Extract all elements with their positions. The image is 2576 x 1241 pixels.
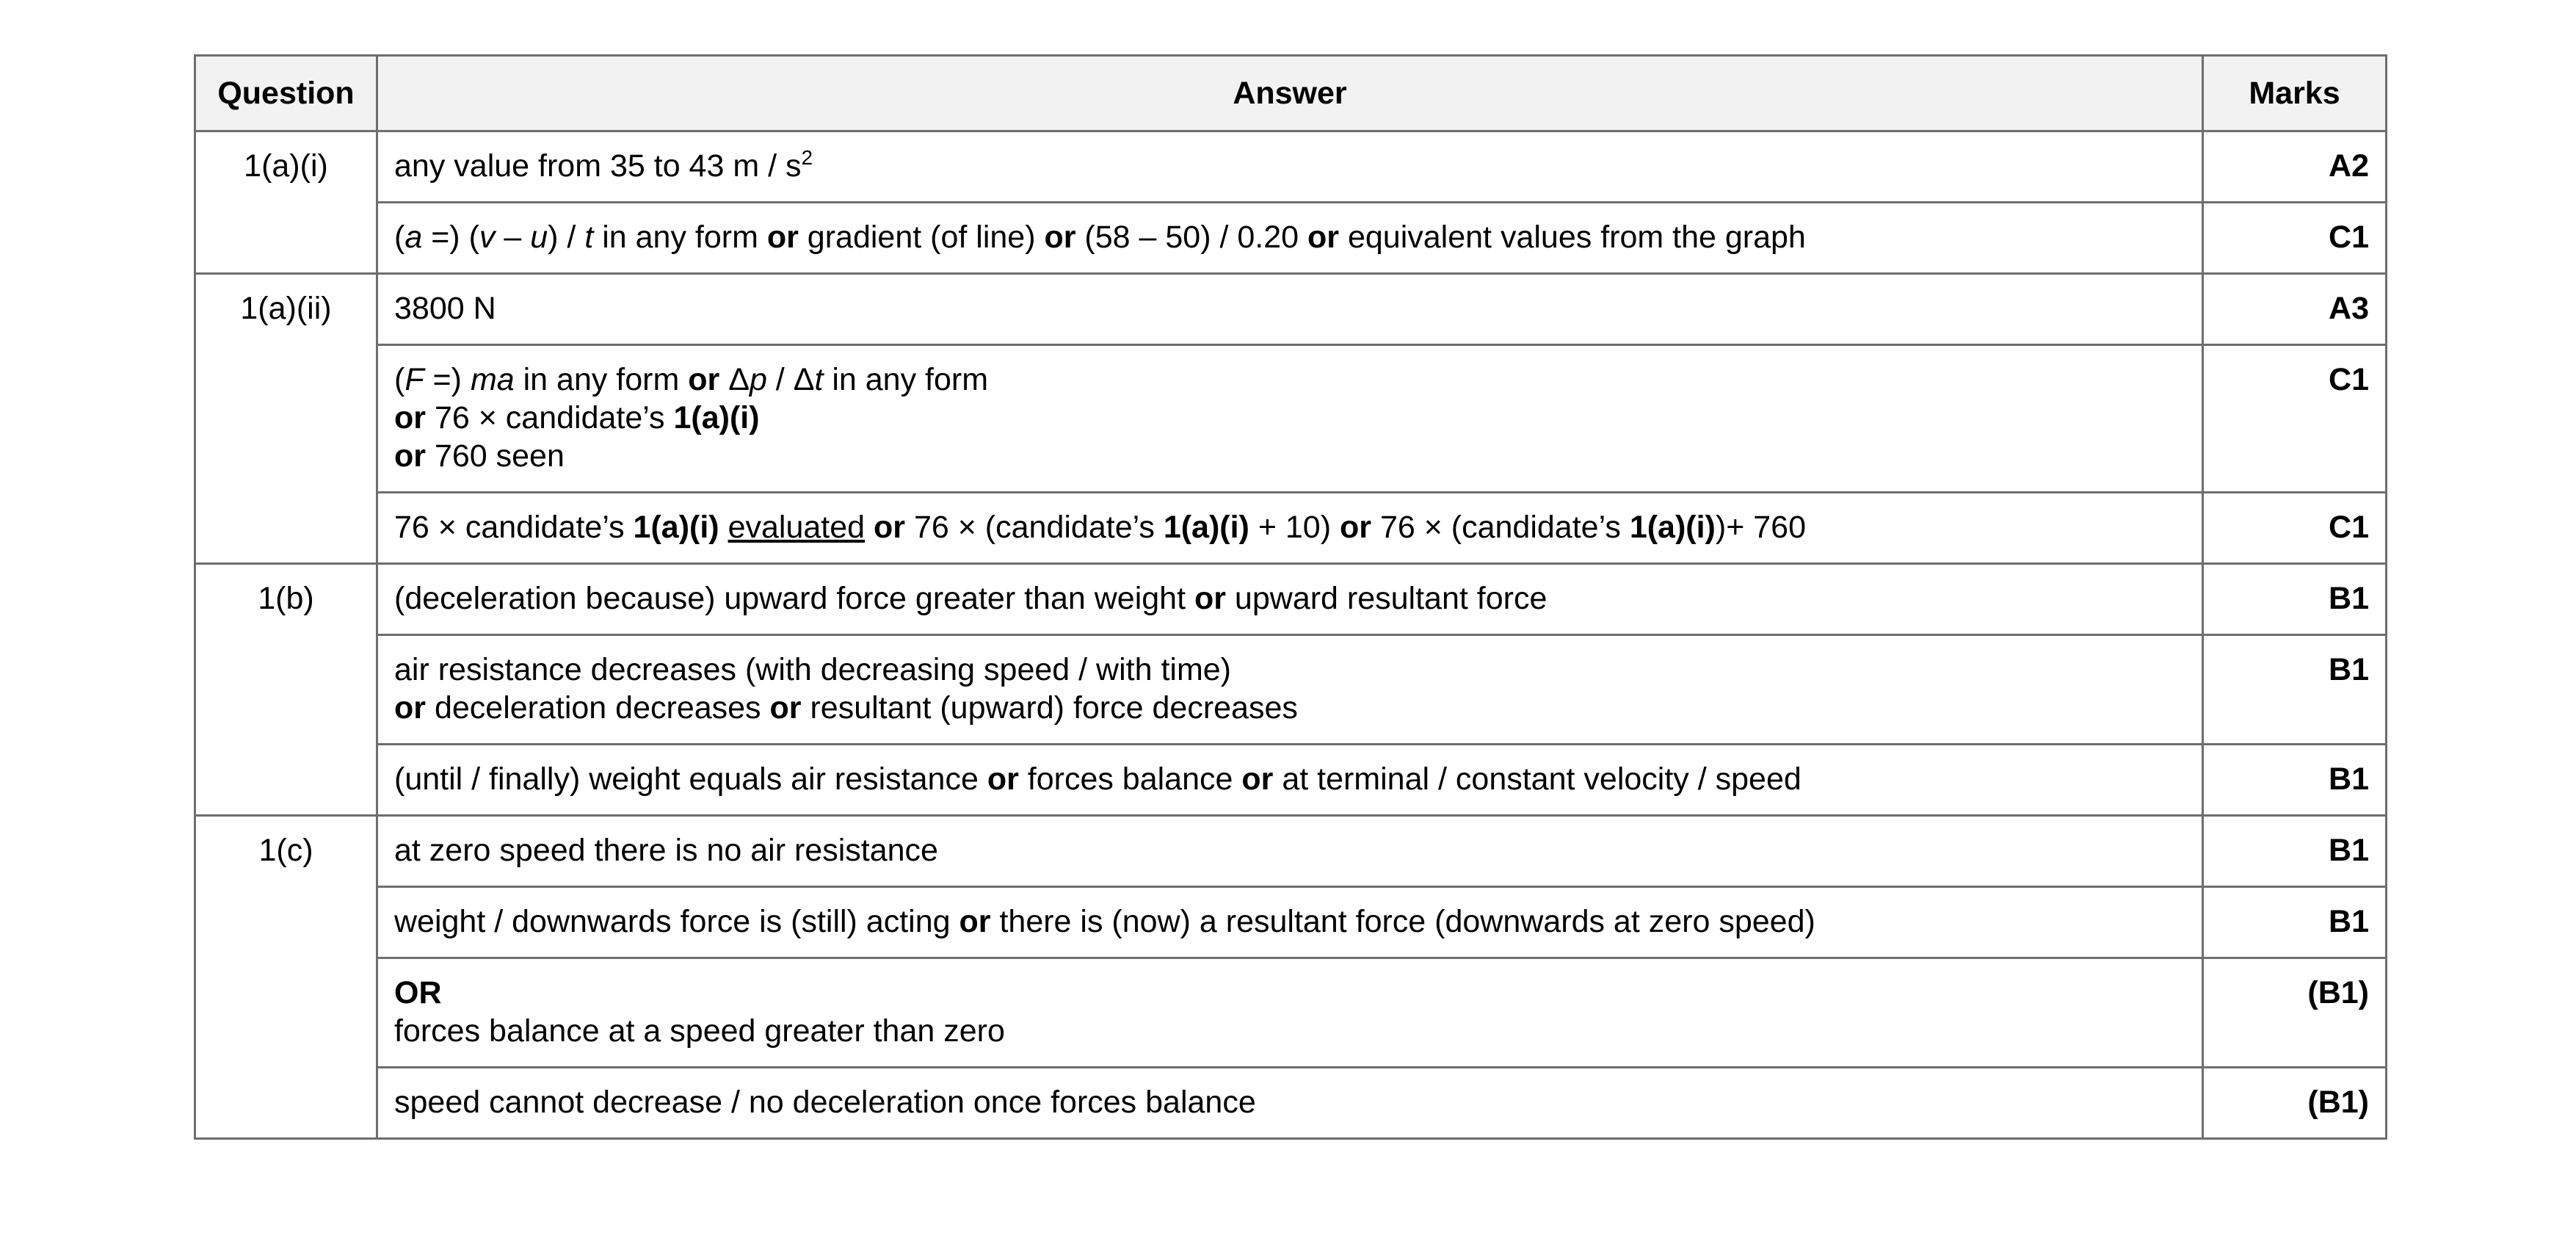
table-row: [195, 887, 2387, 958]
table-row: [195, 816, 2387, 887]
marks-cell: (B1): [2203, 1068, 2387, 1139]
answer-cell: (a =) (v – u) / t in any form or gradient (of line) or (58 – 50) / 0.20 or equivalent values from the graph: [377, 203, 2203, 274]
answer-cell: (deceleration because) upward force greater than weight or upward resultant force: [377, 564, 2203, 635]
marks-cell: B1: [2203, 745, 2387, 816]
marks-cell: C1: [2203, 493, 2387, 564]
answer-cell: weight / downwards force is (still) acting or there is (now) a resultant force (downwards at zero speed): [377, 887, 2203, 958]
table-row: [195, 345, 2387, 493]
marks-cell: B1: [2203, 816, 2387, 887]
question-label: 1(a)(i): [195, 131, 377, 274]
answer-cell: air resistance decreases (with decreasing speed / with time) or deceleration decreases or resultant (upward) force decreases: [377, 635, 2203, 745]
marks-cell: A3: [2203, 274, 2387, 345]
answer-cell: 76 × candidate’s 1(a)(i) evaluated or 76 × (candidate’s 1(a)(i) + 10) or 76 × (candidate’s 1(a)(i))+ 760: [377, 493, 2203, 564]
marks-cell: B1: [2203, 564, 2387, 635]
table-row: [195, 493, 2387, 564]
answer-cell: (until / finally) weight equals air resistance or forces balance or at terminal / constant velocity / speed: [377, 745, 2203, 816]
answer-cell: any value from 35 to 43 m / $s^2$: [377, 131, 2203, 203]
mark-scheme: [194, 54, 2385, 1140]
alternative-heading: OR: [394, 975, 442, 1010]
marks-cell: (B1): [2203, 958, 2387, 1068]
answer-cell: speed cannot decrease / no deceleration once forces balance: [377, 1068, 2203, 1139]
question-label: 1(c): [195, 816, 377, 1139]
table-row: [195, 1068, 2387, 1139]
marks-cell: C1: [2203, 345, 2387, 493]
header-answer: Answer: [377, 56, 2203, 131]
table-row: [195, 203, 2387, 274]
answer-cell: 3800 N: [377, 274, 2203, 345]
header-question: Question: [195, 56, 377, 131]
table-row: [195, 131, 2387, 203]
answer-cell: (F =) ma in any form or Δp / Δt in any form or 76 × candidate’s 1(a)(i) or 760 seen: [377, 345, 2203, 493]
question-label: 1(b): [195, 564, 377, 816]
marks-cell: A2: [2203, 131, 2387, 203]
mark-scheme-table: [194, 54, 2387, 1140]
table-row: [195, 274, 2387, 345]
header-marks: Marks: [2203, 56, 2387, 131]
table-row: [195, 635, 2387, 745]
table-row: [195, 564, 2387, 635]
marks-cell: B1: [2203, 635, 2387, 745]
table-row: [195, 958, 2387, 1068]
table-row: [195, 745, 2387, 816]
header-row: [195, 56, 2387, 131]
marks-cell: B1: [2203, 887, 2387, 958]
answer-cell: at zero speed there is no air resistance: [377, 816, 2203, 887]
marks-cell: C1: [2203, 203, 2387, 274]
answer-cell: OR forces balance at a speed greater than zero: [377, 958, 2203, 1068]
question-label: 1(a)(ii): [195, 274, 377, 564]
